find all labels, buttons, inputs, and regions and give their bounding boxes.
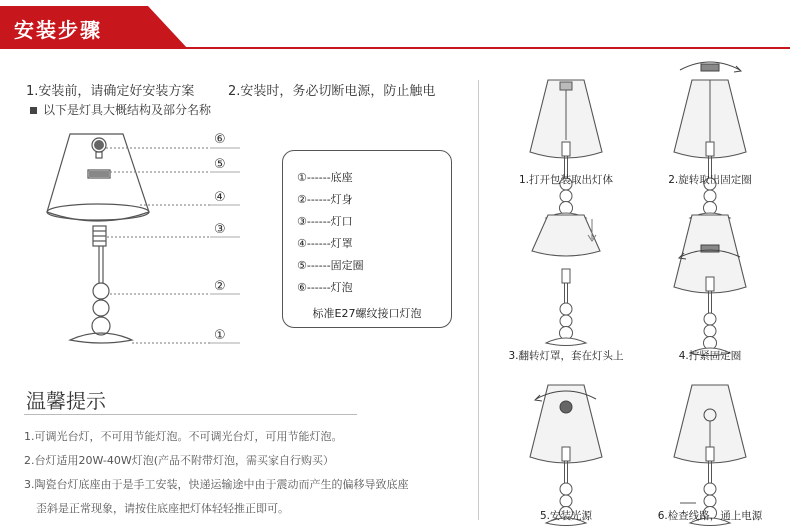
step-5-caption: 5.安装光源: [539, 510, 593, 522]
step-2-illustration: [674, 62, 746, 221]
tip-3-continued: 歪斜是正常现象，请按住底座把灯体轻轻推正即可。: [36, 502, 289, 515]
install-note-1: 1.安装前，请确定好安装方案: [26, 84, 195, 99]
callout-4: ④: [214, 190, 226, 205]
tips-title: 温馨提示: [26, 389, 106, 413]
legend-item-shade: ④------灯罩: [297, 237, 353, 250]
step-2-caption: 2.旋转取出固定圈: [668, 174, 752, 186]
legend-item-base: ①------底座: [297, 171, 353, 184]
tip-2: 2.台灯适用20W-40W灯泡(产品不附带灯泡，需买家自行购买）: [24, 454, 335, 467]
install-note-2: 2.安装时，务必切断电源，防止触电: [228, 84, 436, 99]
callout-2: ②: [214, 279, 226, 294]
step-3-illustration: [532, 215, 600, 346]
legend-item-bulb: ⑥------灯泡: [297, 281, 353, 294]
step-4-caption: 4.拧紧固定圈: [678, 350, 742, 362]
tip-3: 3.陶瓷台灯底座由于是手工安装，快递运输途中由于震动而产生的偏移导致底座: [24, 478, 409, 491]
step-6-illustration: [674, 385, 746, 526]
legend-item-ring: ⑤------固定圈: [297, 259, 364, 272]
step-3-caption: 3.翻转灯罩，套在灯头上: [508, 350, 624, 362]
page-title: 安装步骤: [14, 18, 102, 42]
step-1-caption: 1.打开包装取出灯体: [518, 174, 614, 186]
step-4-illustration: [674, 215, 746, 356]
step-1-illustration: [530, 80, 602, 221]
callout-5: ⑤: [214, 157, 226, 172]
structure-note-text: 以下是灯具大概结构及部分名称: [43, 103, 212, 117]
legend-item-body: ②------灯身: [297, 193, 353, 206]
step-5-illustration: [530, 385, 602, 526]
step-6-caption: 6.检查线路，通上电源: [657, 510, 763, 522]
callout-1: ①: [214, 328, 226, 343]
callout-3: ③: [214, 222, 226, 237]
legend-footer: 标准E27螺纹接口灯泡: [312, 307, 422, 320]
legend-item-socket: ③------灯口: [297, 215, 353, 228]
tip-1: 1.可调光台灯，不可用节能灯泡。不可调光台灯，可用节能灯泡。: [24, 430, 343, 443]
callout-6: ⑥: [214, 132, 226, 147]
